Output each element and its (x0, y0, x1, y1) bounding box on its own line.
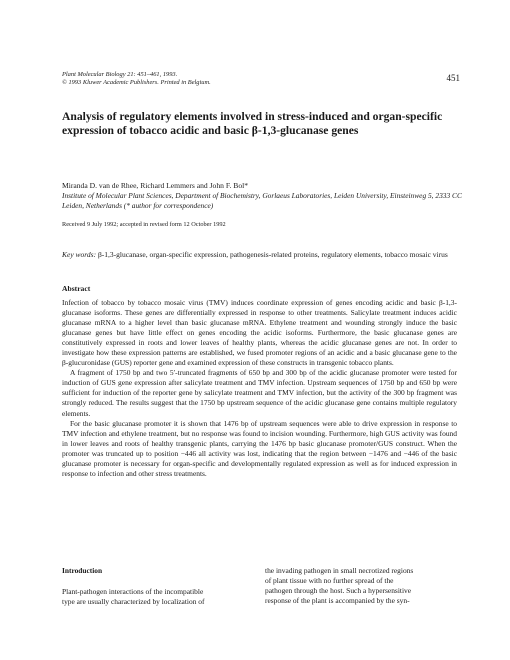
abstract-paragraph: Infection of tobacco by tobacco mosaic virus (TMV) induces coordinate expression of genes encoding acidic and basic β-1,3-glucanase isoforms. These genes are differentially expressed in response to other treatments. Salicylate treatment induces acidic glucanase mRNA to a higher level than basic glucanase mRNA. Ethylene treatment and wounding strongly induce the basic glucanase genes but have little effect on genes encoding the acidic isoforms. Furthermore, the basic glucanase genes are constitutively expressed in roots and lower leaves of healthy plants, whereas the acidic glucanase genes are not. In order to investigate how these expression patterns are established, we fused promoter regions of an acidic and a basic glucanase gene to the β-glucuronidase (GUS) reporter gene and examined expression of these constructs in transgenic tobacco plants. (62, 298, 457, 368)
text-line: Plant-pathogen interactions of the incompatible (62, 587, 204, 597)
keywords-label: Key words: (62, 250, 97, 259)
text-line: pathogen through the host. Such a hypersensitive (265, 586, 412, 596)
journal-citation: Plant Molecular Biology 21: 451–461, 1993. (62, 71, 178, 78)
right-column (265, 566, 457, 606)
text-line: the invading pathogen in small necrotized regions (265, 566, 414, 575)
abstract-paragraph: A fragment of 1750 bp and two 5′-truncated fragments of 650 bp and 300 bp of the acidic glucanase promoter were tested for induction of GUS gene expression after salicylate treatment and TMV infection. Upstream sequences of 1750 bp and 650 bp were sufficient for induction of the reporter gene by salicylate treatment and TMV infection, but the activity of the 300 bp fragment was strongly reduced. The results suggest that the 1750 bp upstream sequence of the acidic glucanase gene contains multiple regulatory elements. (62, 368, 457, 418)
received-dates: Received 9 July 1992; accepted in revised form 12 October 1992 (62, 221, 226, 228)
text-line: type are usually characterized by localization of (62, 597, 205, 607)
text-line: of plant tissue with no further spread of the (265, 576, 394, 586)
copyright-line: © 1993 Kluwer Academic Publishers. Printed in Belgium. (62, 78, 211, 86)
article-title: Analysis of regulatory elements involved in stress-induced and organ-specific expression of tobacco acidic and basic β-1,3-glucanase genes (62, 110, 443, 138)
keywords-text: β-1,3-glucanase, organ-specific expression, pathogenesis-related proteins, regulatory elements, tobacco mosaic virus (97, 250, 448, 259)
text-line: response of the plant is accompanied by the syn- (265, 596, 410, 606)
author-list: Miranda D. van de Rhee, Richard Lemmers and John F. Bol* (62, 181, 249, 190)
left-column (62, 566, 247, 607)
running-header (62, 71, 211, 86)
page-number: 451 (446, 73, 460, 83)
abstract-body (62, 298, 457, 479)
keywords (62, 250, 457, 260)
abstract-paragraph: For the basic glucanase promoter it is shown that 1476 bp of upstream sequences were able to drive expression in response to TMV infection and ethylene treatment, but no response was found to incision wounding. Furthermore, high GUS activity was found in lower leaves and roots of healthy transgenic plants, carrying the 1476 bp basic glucanase promoter/GUS construct. When the promoter was truncated up to position −446 all activity was lost, indicating that the region between −1476 and −446 of the basic glucanase promoter is necessary for organ-specific and developmentally regulated expression as well as for induced expression in response to infection and other stress treatments. (62, 418, 457, 478)
introduction-heading: Introduction (62, 566, 103, 575)
author-affiliation: Institute of Molecular Plant Sciences, Department of Biochemistry, Gorlaeus Laboratories, Leiden University, Einsteinweg 5, 2333 CC Leiden, Netherlands (* author for correspondence) (62, 191, 462, 210)
abstract-heading: Abstract (62, 284, 91, 293)
